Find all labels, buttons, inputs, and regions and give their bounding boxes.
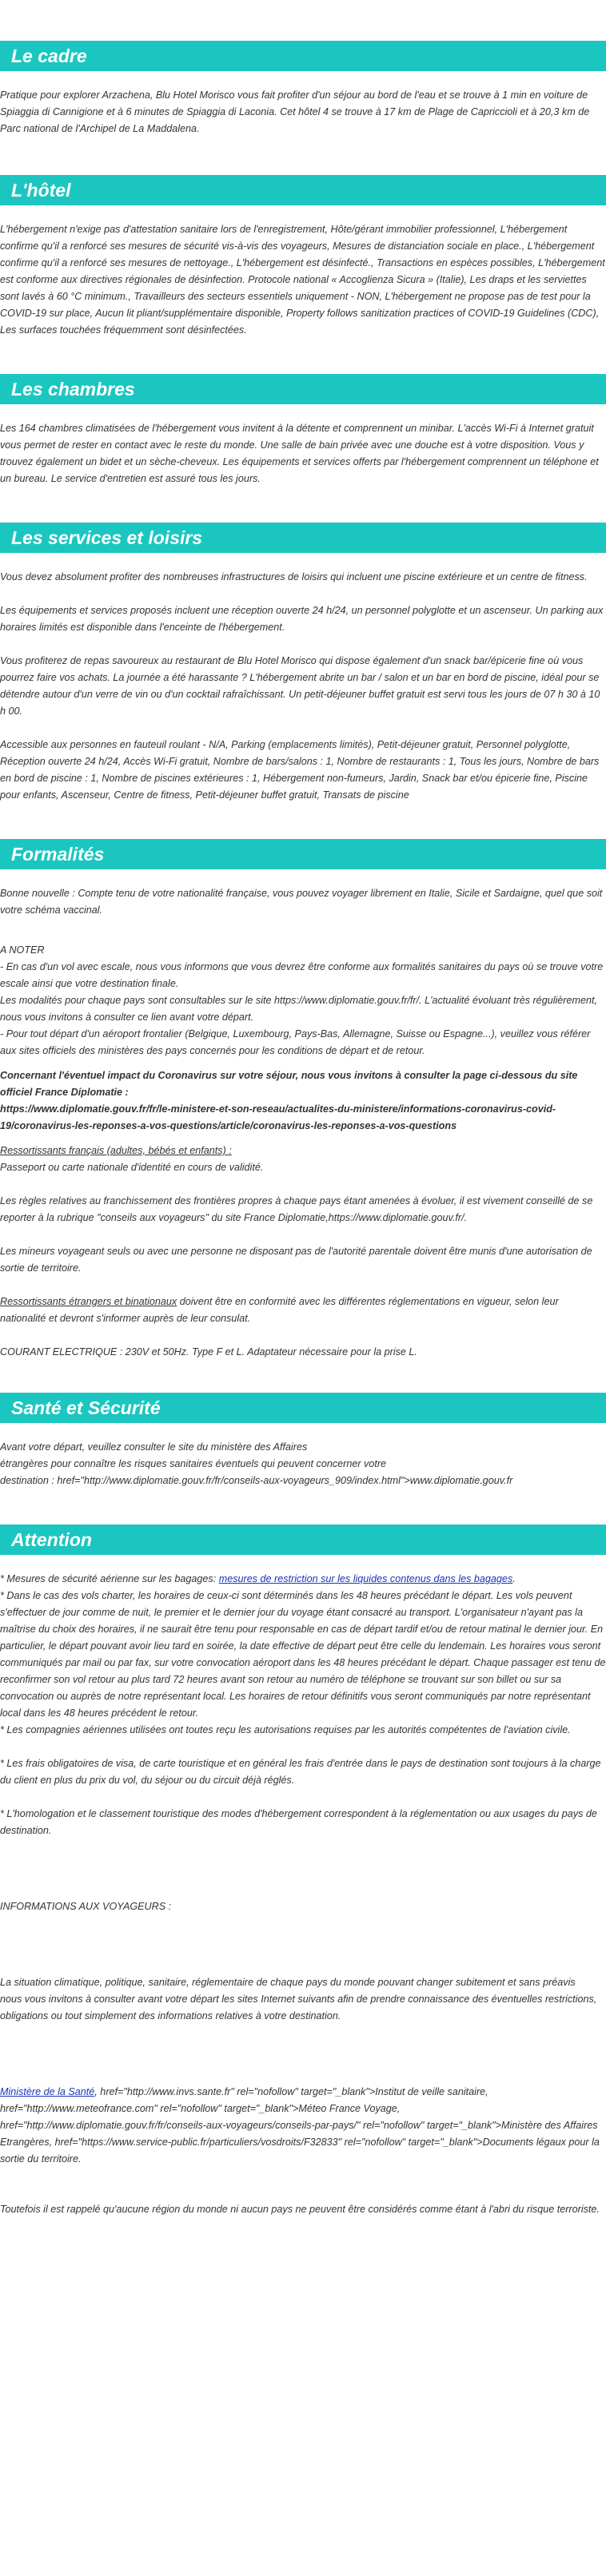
services-p1: Vous devez absolument profiter des nombreuses infrastructures de loisirs qui incluent une piscine extérieure et un centre de fitness. [0, 571, 588, 582]
liquides-link[interactable]: mesures de restriction sur les liquides contenus dans les bagages [218, 1573, 513, 1584]
noter-1: - En cas d'un vol avec escale, nous vous informons que vous devrez être conforme aux formalités sanitaires du pays où se trouve votre escale ainsi que votre destination finale. [0, 961, 606, 989]
ressortissants-fr-title: Ressortissants français (adultes, bébés et enfants) : [0, 1145, 232, 1156]
section-title-chambres: Les chambres [0, 374, 606, 404]
section-body-attention [0, 1555, 606, 2218]
section-formalites [0, 804, 606, 1361]
section-body-services [0, 553, 606, 804]
etrangers-rest: doivent être en conformité avec les différentes réglementations en vigueur, selon leur nationalité et devront s'informer auprès de leur consulat. [0, 1296, 562, 1324]
section-body-sante [0, 1423, 606, 1489]
mineurs-text: Les mineurs voyageant seuls ou avec une personne ne disposant pas de l'autorité parentale doivent être munis d'une autorisation de sortie de territoire. [0, 1246, 596, 1274]
services-p2: Les équipements et services proposés incluent une réception ouverte 24 h/24, un personnel polyglotte et un ascenseur. Un parking aux horaires limités est disponible dans l'enceinte de l'hébergement. [0, 605, 606, 633]
section-title-hotel: L'hôtel [0, 175, 606, 205]
services-p3: Vous profiterez de repas savoureux au restaurant de Blu Hotel Morisco qui dispose également d'un snack bar/épicerie fine où vous pourrez faire vos achats. La journée a été harassante ? L'hébergement abrite un bar / salon et un bar en bord de piscine, idéal pour se détendre autour d'un verre de vin ou d'un cocktail rafraîchissant. Un petit-déjeuner buffet gratuit est servi tous les jours de 07 h 30 à 10 h 00. [0, 655, 603, 717]
ministere-rest: , href="http://www.invs.sante.fr" rel="nofollow" target="_blank">Institut de veille sanitaire, href="http://www.meteofrance.com" rel="nofollow" target="_blank">Méteo France Voyage, href="http://www.diplomatie.gouv.fr/fr/conseils-aux-voyageurs/conseils-par-pays/" rel="nofollow" target="_blank">Ministère des Affaires Etrangères, href="https://www.service-public.fr/particuliers/vosdroits/F32833" rel="nofollow" target="_blank">Documents légaux pour la sortie du territoire. [0, 2086, 603, 2165]
situation-text: La situation climatique, politique, sanitaire, réglementaire de chaque pays du monde pouvant changer subitement et sans préavis nous vous invitons à consulter avant votre départ les sites Internet suivants afin de prendre connaissance des éventuelles restrictions, obligations ou tout simplement des informations relatives à votre destination. [0, 1977, 597, 2021]
section-chambres [0, 339, 606, 487]
chambres-text: Les 164 chambres climatisées de l'hébergement vous invitent à la détente et comprennent un minibar. L'accès Wi-Fi à Internet gratuit vous permet de rester en contact avec le reste du monde. Une salle de bain privée avec une douche est à votre disposition. Vous y trouvez également un bidet et un sèche-cheveux. Les équipements et services offerts par l'hébergement comprennent un téléphone et un bureau. Le service d'entretien est assuré tous les jours. [0, 423, 602, 484]
homologation-text: * L'homologation et le classement touristique des modes d'hébergement correspondent à la réglementation ou aux usages du pays de destination. [0, 1808, 600, 1836]
formalites-p1: Bonne nouvelle : Compte tenu de votre nationalité française, vous pouvez voyager librement en Italie, Sicile et Sardaigne, quel que soit votre schéma vaccinal. [0, 888, 605, 916]
infos-voyageurs-title: INFORMATIONS AUX VOYAGEURS : [0, 1901, 172, 1912]
section-title-attention: Attention [0, 1525, 606, 1555]
frais-text: * Les frais obligatoires de visa, de carte touristique et en général les frais d'entrée dans le pays de destination sont toujours à la charge du client en plus du prix du vol, du séjour ou du circuit déjà réglés. [0, 1758, 604, 1786]
section-title-services: Les services et loisirs [0, 523, 606, 553]
compagnies-text: * Les compagnies aériennes utilisées ont toutes reçu les autorisations requises par les autorités compétentes de l'aviation civile. [0, 1724, 571, 1735]
section-body-chambres [0, 404, 606, 487]
hotel-text: L'hébergement n'exige pas d'attestation sanitaire lors de l'enregistrement, Hôte/gérant immobilier professionnel, L'hébergement confirme qu'il a renforcé ses mesures de sécurité vis-à-vis des voyageurs, Mesures de distanciation sociale en place., L'hébergement confirme qu'il a renforcé ses mesures de nettoyage., L'hébergement est désinfecté., Transactions en espèces possibles, L'hébergement est conforme aux directives régionales de désinfection. Protocole national « Accoglienza Sicura » (Italie), Les draps et les serviettes sont lavés à 60 °C minimum., Travailleurs des secteurs essentiels uniquement - NON, L'hébergement ne propose pas de test pour la COVID-19 sur place, Aucun lit pliant/supplémentaire disponible, Property follows sanitization practices of COVID-19 Guidelines (CDC), Les surfaces touchées fréquemment sont désinfectées. [0, 224, 605, 336]
noter-title: A NOTER [0, 944, 45, 956]
bagages-text [0, 1571, 606, 1588]
coronavirus-url[interactable]: https://www.diplomatie.gouv.fr/fr/le-ministere-et-son-reseau/actualites-du-ministere/informations-coronavirus-covid-19/coronavirus-les-reponses-a-vos-questions/article/coronavirus-les-reponses-a-vos-questions [0, 1103, 556, 1131]
toutefois-text: Toutefois il est rappelé qu'aucune région du monde ni aucun pays ne peuvent être considérés comme étant à l'abri du risque terroriste. [0, 2204, 600, 2215]
section-body-hotel [0, 205, 606, 339]
ministere-text [0, 2084, 606, 2168]
bagages-prefix: * Mesures de sécurité aérienne sur les bagages: [0, 1573, 219, 1584]
sante-text: Avant votre départ, veuillez consulter le site du ministère des Affaires étrangères pour connaître les risques sanitaires éventuels qui peuvent concerner votre destination : href="http://www.diplomatie.gouv.fr/fr/conseils-aux-voyageurs_909/index.html">www.diplomatie.gouv.fr [0, 1441, 513, 1486]
section-sante [0, 1361, 606, 1489]
etrangers-underlined: Ressortissants étrangers et binationaux [0, 1296, 177, 1307]
etrangers-text [0, 1294, 606, 1327]
section-services [0, 487, 606, 804]
cadre-text: Pratique pour explorer Arzachena, Blu Hotel Morisco vous fait profiter d'un séjour au bord de l'eau et se trouve à 1 min en voiture de Spiaggia di Cannigione et à 6 minutes de Spiaggia di Laconia. Cet hôtel 4 se trouve à 17 km de Plage de Capriccioli et à 20,3 km de Parc national de l'Archipel de La Maddalena. [0, 89, 592, 134]
section-body-formalites [0, 869, 606, 1361]
section-title-sante: Santé et Sécurité [0, 1393, 606, 1423]
section-body-cadre [0, 71, 606, 137]
section-cadre [0, 0, 606, 137]
vols-text: * Dans le cas des vols charter, les horaires de ceux-ci sont déterminés dans les 48 heures précédant le départ. Les vols peuvent s'effectuer de jour comme de nuit, le premier et le dernier jour du voyage étant consacré au transport. L'organisateur n'ayant pas la maîtrise du choix des horaires, il ne saurait être tenu pour responsable en cas de départ tardif et/ou de retour matinal le dernier jour. En particulier, le départ pouvant avoir lieu tard en soirée, la date effective de départ peut être celle du lendemain. Les horaires vous seront communiqués par mail ou par fax, sur votre convocation aéroport dans les 48 heures précédant le départ. Chaque passager est tenu de reconfirmer son vol retour au plus tard 72 heures avant son retour au numéro de téléphone se trouvant sur son billet ou sur sa convocation ou auprès de notre représentant local. Les horaires de retour définitifs vous seront communiqués par notre représentant local dans les 48 heures précédent le retour. [0, 1590, 606, 1719]
section-title-cadre: Le cadre [0, 41, 606, 71]
noter-2: Les modalités pour chaque pays sont consultables sur le site https://www.diplomatie.gouv.fr/fr/. L'actualité évoluant très régulièrement, nous vous invitons à consulter ce lien avant votre départ. [0, 995, 600, 1023]
regles-text: Les règles relatives au franchissement des frontières propres à chaque pays étant amenées à évoluer, il est vivement conseillé de se reporter à la rubrique "conseils aux voyageurs" du site France Diplomatie,https://www.diplomatie.gouv.fr/. [0, 1195, 596, 1223]
services-p4: Accessible aux personnes en fauteuil roulant - N/A, Parking (emplacements limités), Petit-déjeuner gratuit, Personnel polyglotte, Réception ouverte 24 h/24, Accès Wi-Fi gratuit, Nombre de bars/salons : 1, Nombre de restaurants : 1, Tous les jours, Nombre de bars en bord de piscine : 1, Nombre de piscines extérieures : 1, Hébergement non-fumeurs, Jardin, Snack bar et/ou épicerie fine, Piscine pour enfants, Ascenseur, Centre de fitness, Petit-déjeuner buffet gratuit, Transats de piscine [0, 739, 602, 801]
ressortissants-fr-text: Passeport ou carte nationale d'identité en cours de validité. [0, 1162, 264, 1173]
section-title-formalites: Formalités [0, 839, 606, 869]
section-hotel [0, 137, 606, 339]
courant-text: COURANT ELECTRIQUE : 230V et 50Hz. Type F et L. Adaptateur nécessaire pour la prise L. [0, 1346, 417, 1358]
noter-3: - Pour tout départ d'un aéroport frontalier (Belgique, Luxembourg, Pays-Bas, Allemagne, Suisse ou Espagne...), veuillez vous référer aux sites officiels des ministères des pays concernés pour les conditions de départ et de retour. [0, 1028, 593, 1056]
bagages-suffix: . [512, 1573, 516, 1584]
coronavirus-notice: Concernant l'éventuel impact du Coronavirus sur votre séjour, nous vous invitons à consulter la page ci-dessous du site officiel France Diplomatie : [0, 1070, 580, 1098]
section-attention [0, 1489, 606, 2218]
ministere-sante-link[interactable]: Ministère de la Santé [0, 2086, 95, 2097]
